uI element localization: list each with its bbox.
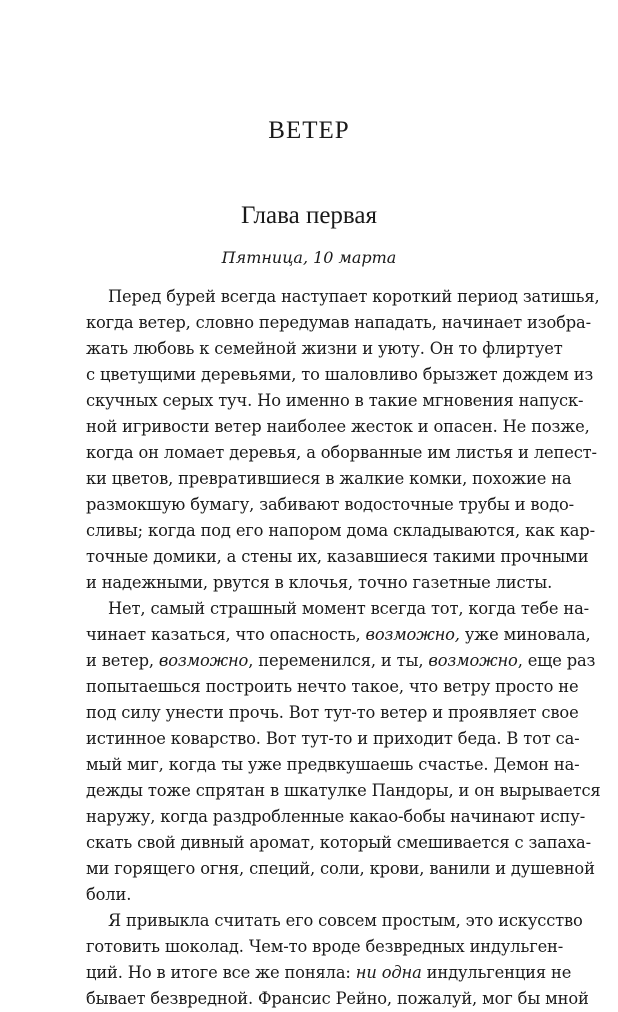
text-line [86, 310, 591, 336]
text-run: бывает безвредной. Франсис Рейно, пожалуй, мог бы мной [86, 989, 589, 1008]
text-line [86, 856, 595, 882]
text-run: и надежными, рвутся в клочья, точно газетные листы. [86, 573, 553, 592]
text-line [86, 336, 563, 362]
text-line [86, 440, 597, 466]
text-run: индульгенция не [421, 963, 572, 982]
text-run: ной игривости ветер наиболее жесток и опасен. Не позже, [86, 417, 590, 436]
text-run: и ветер, [86, 651, 159, 670]
text-run: ций. Но в итоге все же поняла: [86, 963, 356, 982]
text-run: когда ветер, словно передумав нападать, начинает изобра- [86, 313, 591, 332]
text-line [86, 388, 584, 414]
chapter-title: Глава первая [240, 202, 377, 229]
text-line [86, 466, 572, 492]
paragraph [86, 596, 601, 908]
text-line [86, 934, 564, 960]
text-run: боли. [86, 885, 132, 904]
emphasis: возможно [428, 651, 518, 670]
text-run: когда он ломает деревья, а оборванные им листья и лепест- [86, 443, 597, 462]
text-run: Перед бурей всегда наступает короткий период затишья, [108, 287, 600, 306]
text-run: чинает казаться, что опасность, [86, 625, 366, 644]
text-line [86, 596, 589, 622]
text-run: жать любовь к семейной жизни и уюту. Он то флиртует [86, 339, 563, 358]
text-line [86, 674, 579, 700]
text-line [86, 648, 596, 674]
text-run: , еще раз [517, 651, 596, 670]
text-line [86, 622, 591, 648]
emphasis: возможно, [365, 625, 460, 644]
text-line [86, 804, 586, 830]
text-line [86, 700, 579, 726]
text-line [86, 284, 600, 310]
text-run: наружу, когда раздробленные какао-бобы начинают испу- [86, 807, 586, 826]
text-line [86, 778, 601, 804]
text-run: попытаешься построить нечто такое, что ветру просто не [86, 677, 579, 696]
text-line [86, 830, 591, 856]
chapter-date: Пятница, 10 марта [221, 248, 397, 267]
text-run: мый миг, когда ты уже предвкушаешь счастье. Демон на- [86, 755, 580, 774]
text-run: Нет, самый страшный момент всегда тот, когда тебе на- [108, 599, 589, 618]
text-line [86, 570, 551, 596]
text-line [86, 726, 580, 752]
text-run: скучных серых туч. Но именно в такие мгновения напуск- [86, 391, 584, 410]
text-run: с цветущими деревьями, то шаловливо брызжет дождем из [86, 365, 594, 384]
text-run: уже миновала, [459, 625, 591, 644]
body-text [86, 284, 601, 1012]
text-line [86, 362, 594, 388]
text-line [86, 960, 572, 986]
text-line [86, 518, 595, 544]
text-line [86, 908, 583, 934]
text-run: , переменился, и ты, [248, 651, 429, 670]
text-line [86, 544, 589, 570]
paragraph [86, 284, 600, 596]
paragraph [86, 908, 589, 1012]
emphasis: ни одна [355, 963, 422, 982]
text-line [86, 492, 574, 518]
text-line [86, 986, 589, 1012]
text-run: готовить шоколад. Чем-то вроде безвредных индульген- [86, 937, 564, 956]
text-run: точные домики, а стены их, казавшиеся такими прочными [86, 547, 589, 566]
text-run: размокшую бумагу, забивают водосточные трубы и водо- [86, 495, 574, 514]
part-title: ВЕТЕР [268, 117, 350, 144]
text-line [86, 414, 590, 440]
text-run: ми горящего огня, специй, соли, крови, ванили и душевной [86, 859, 595, 878]
text-line [86, 882, 551, 908]
text-run: сливы; когда под его напором дома складываются, как кар- [86, 521, 595, 540]
text-line [86, 752, 580, 778]
text-run: дежды тоже спрятан в шкатулке Пандоры, и он вырывается [86, 781, 601, 800]
text-run: истинное коварство. Вот тут-то и приходит беда. В тот са- [86, 729, 580, 748]
text-run: ки цветов, превратившиеся в жалкие комки, похожие на [86, 469, 572, 488]
text-run: под силу унести прочь. Вот тут-то ветер и проявляет свое [86, 703, 579, 722]
text-run: Я привыкла считать его совсем простым, это искусство [108, 911, 583, 930]
text-run: скать свой дивный аромат, который смешивается с запаха- [86, 833, 591, 852]
emphasis: возможно [158, 651, 249, 670]
